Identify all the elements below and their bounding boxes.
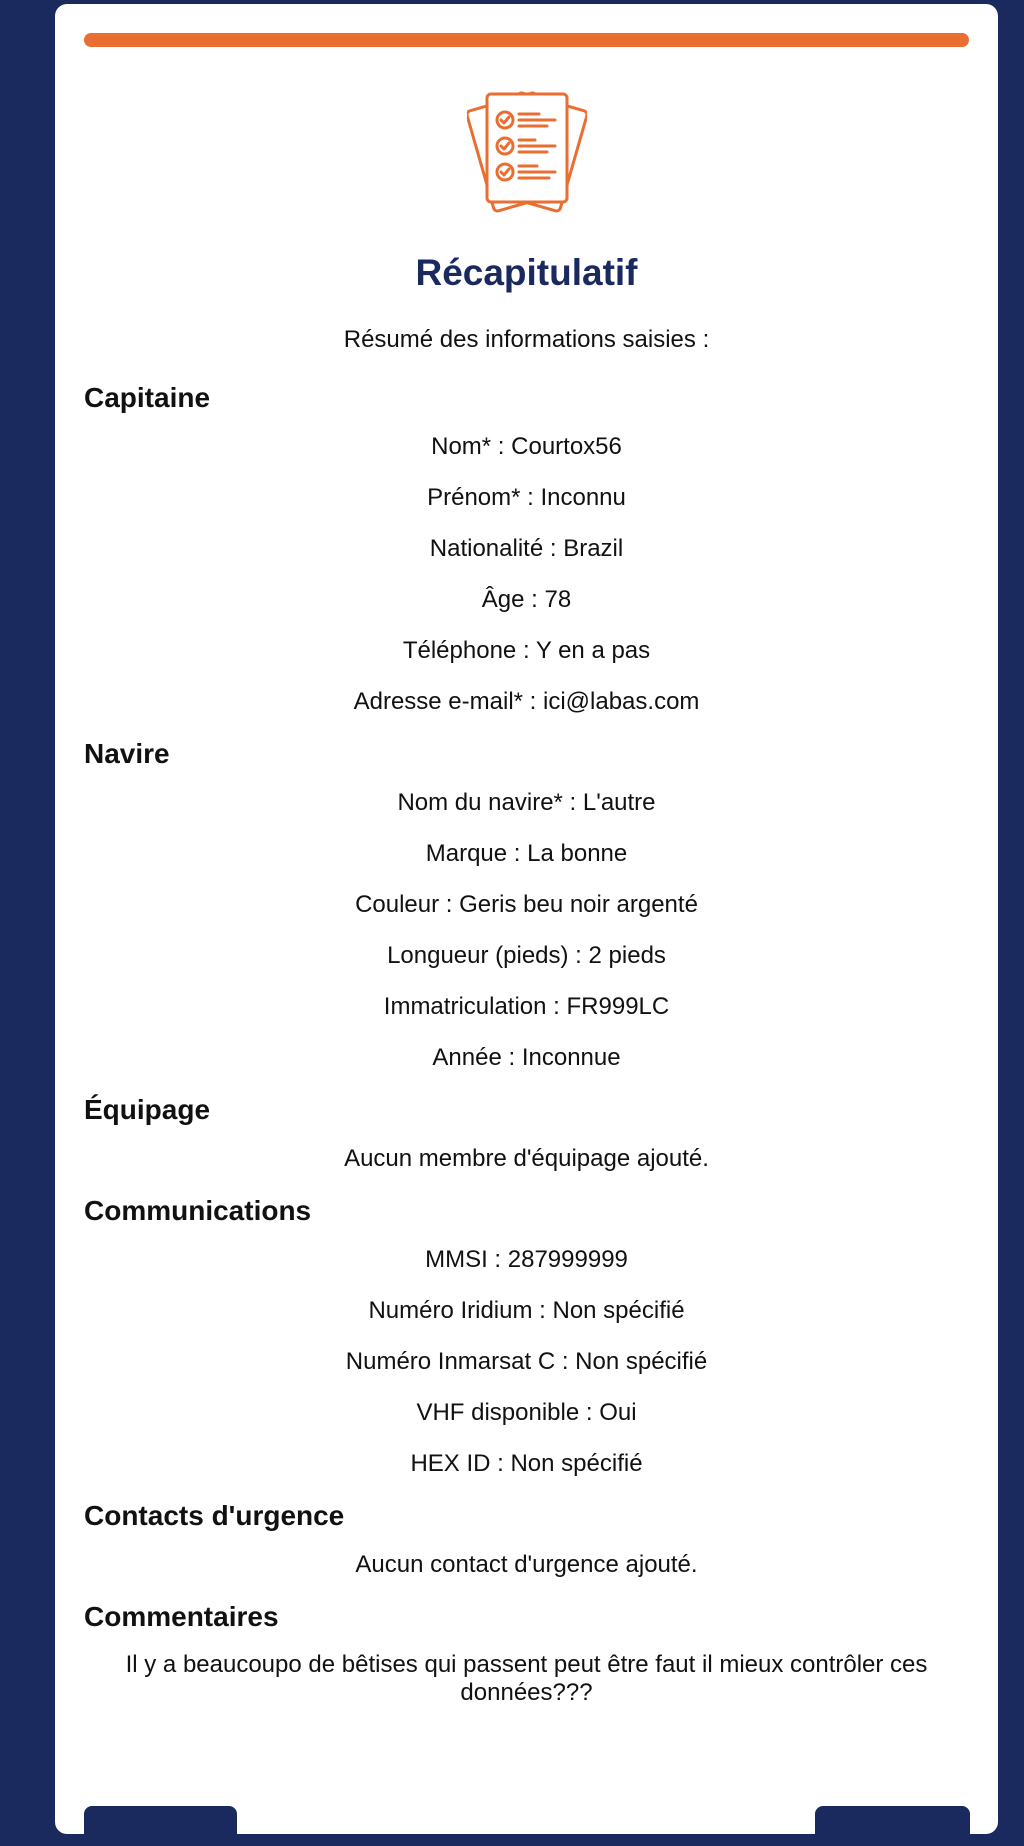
submit-button[interactable] xyxy=(815,1806,970,1846)
summary-card xyxy=(55,4,998,1834)
section-comments xyxy=(84,1597,969,1707)
summary-content xyxy=(84,378,969,1707)
comm-mmsi: MMSI : 287999999 xyxy=(425,1246,628,1273)
comm-inmarsat: Numéro Inmarsat C : Non spécifié xyxy=(345,1348,708,1375)
captain-nationality: Nationalité : Brazil xyxy=(429,535,624,562)
page-subtitle: Résumé des informations saisies : xyxy=(343,326,710,353)
comments-text: Il y a beaucoupo de bêtises qui passent peut être faut il mieux contrôler ces données??? xyxy=(125,1651,928,1706)
progress-bar xyxy=(84,33,969,47)
vessel-year: Année : Inconnue xyxy=(432,1044,621,1071)
section-title-vessel: Navire xyxy=(84,738,170,769)
comm-iridium: Numéro Iridium : Non spécifié xyxy=(368,1297,685,1324)
back-button[interactable] xyxy=(84,1806,237,1846)
vessel-name: Nom du navire* : L'autre xyxy=(397,789,656,816)
comm-hex-id: HEX ID : Non spécifié xyxy=(410,1450,643,1477)
section-title-captain: Capitaine xyxy=(84,382,211,413)
vessel-brand: Marque : La bonne xyxy=(425,840,628,867)
section-emergency-contacts xyxy=(84,1496,969,1597)
vessel-length: Longueur (pieds) : 2 pieds xyxy=(387,942,666,969)
section-title-communications: Communications xyxy=(84,1195,312,1226)
captain-last-name: Nom* : Courtox56 xyxy=(431,433,622,460)
captain-first-name: Prénom* : Inconnu xyxy=(427,484,626,511)
section-title-emergency: Contacts d'urgence xyxy=(84,1500,345,1531)
section-title-crew: Équipage xyxy=(84,1094,211,1125)
captain-phone: Téléphone : Y en a pas xyxy=(402,637,651,664)
crew-empty-message: Aucun membre d'équipage ajouté. xyxy=(344,1145,709,1172)
captain-age: Âge : 78 xyxy=(481,586,572,613)
vessel-registration: Immatriculation : FR999LC xyxy=(383,993,670,1020)
section-vessel xyxy=(84,734,969,1090)
captain-email: Adresse e-mail* : ici@labas.com xyxy=(353,688,700,715)
checklist-icon xyxy=(55,86,998,218)
section-crew xyxy=(84,1090,969,1191)
page-title: Récapitulatif xyxy=(415,252,638,293)
section-communications xyxy=(84,1191,969,1496)
section-title-comments: Commentaires xyxy=(84,1601,279,1632)
comm-vhf: VHF disponible : Oui xyxy=(416,1399,637,1426)
emergency-empty-message: Aucun contact d'urgence ajouté. xyxy=(355,1551,698,1578)
vessel-color: Couleur : Geris beu noir argenté xyxy=(355,891,698,918)
section-captain xyxy=(84,378,969,734)
